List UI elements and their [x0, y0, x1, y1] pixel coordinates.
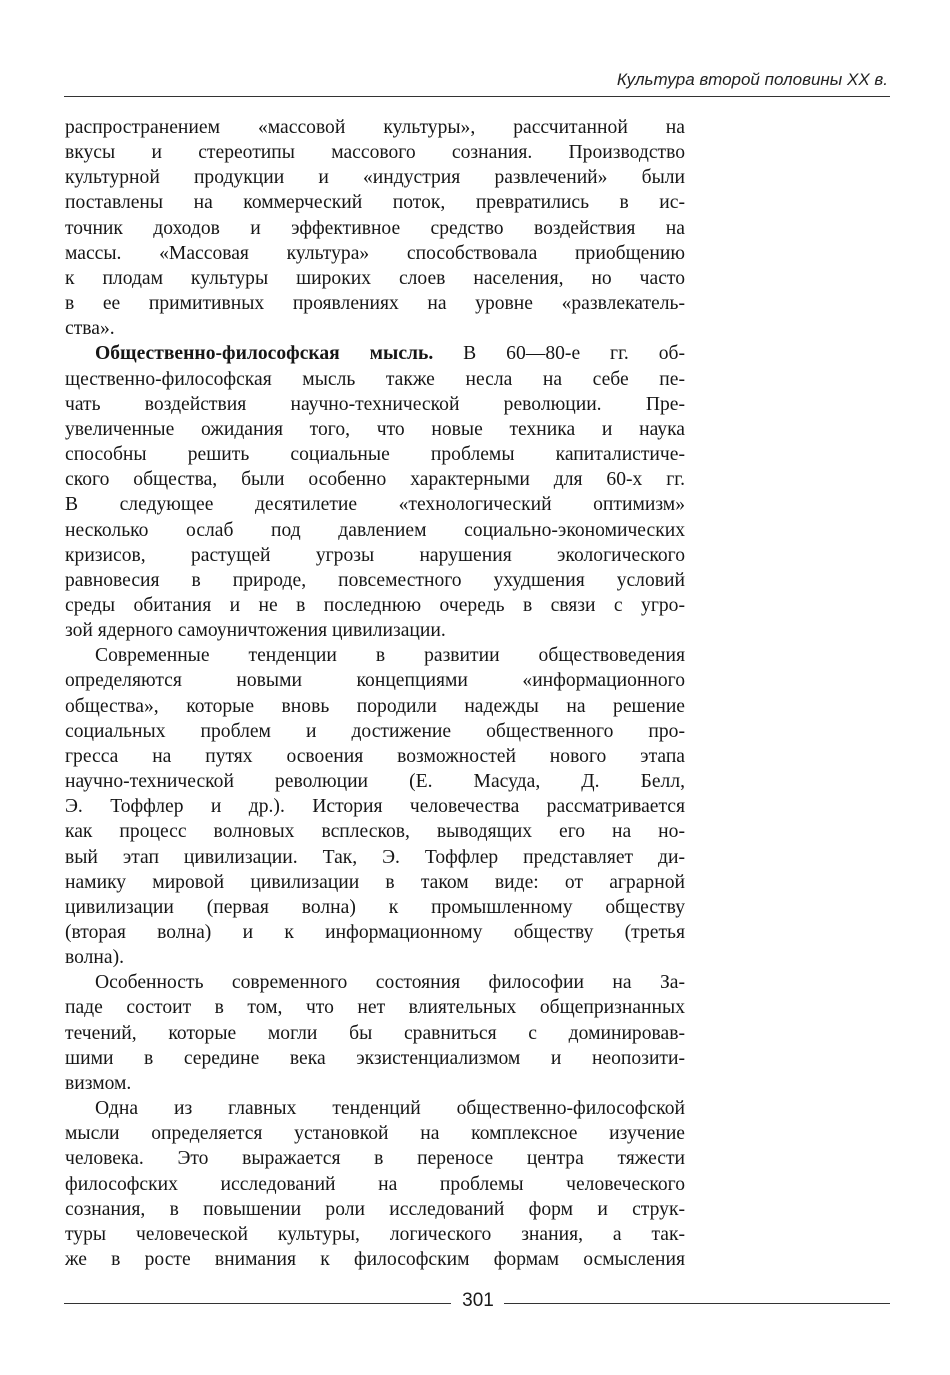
text-line: в ее примитивных проявлениях на уровне «развлекатель- [65, 293, 685, 315]
text-line: В следующее десятилетие «технологический оптимизм» [65, 494, 685, 516]
text-line: зой ядерного самоуничтожения цивилизации. [65, 620, 446, 642]
text-line: общества», которые вновь породили надежды на решение [65, 695, 685, 717]
text-line: цивилизации (первая волна) к промышленному обществу [65, 896, 685, 918]
text-line: же в росте внимания к философским формам осмысления [65, 1249, 685, 1271]
text-line: несколько ослаб под давлением социально-экономических [65, 519, 685, 541]
text-fragment: Одна из главных тенденций общественно-философской [95, 1098, 685, 1120]
text-line: сознания, в повышении роли исследований форм и струк- [65, 1198, 685, 1220]
text-line: философских исследований на проблемы человеческого [65, 1173, 685, 1195]
text-line: (вторая волна) и к информационному обществу (третья [65, 922, 685, 943]
text-line: вый этап цивилизации. Так, Э. Тоффлер представляет ди- [65, 846, 685, 868]
text-line: способны решить социальные проблемы капиталистиче- [65, 444, 685, 466]
text-line: к плодам культуры широких слоев населения, но часто [65, 267, 685, 289]
text-line: Э. Тоффлер и др.). История человечества рассматривается [65, 796, 685, 818]
text-line: чать воздействия научно-технической революции. Пре- [65, 393, 685, 415]
paragraph-information-society [65, 643, 685, 970]
text-line: мысли определяется установкой на комплексное изучение [65, 1123, 685, 1145]
text-line: точник доходов и эффективное средство воздействия на [65, 217, 685, 239]
text-line: намику мировой цивилизации в таком виде: от аграрной [65, 871, 685, 893]
text-line: паде состоит в том, что нет влиятельных общепризнанных [65, 997, 685, 1019]
text-line: человека. Это выражается в переносе центра тяжести [65, 1148, 685, 1170]
text-line: равновесия в природе, повсеместного ухудшения условий [65, 569, 685, 591]
footer-rule-right [504, 1303, 890, 1304]
text-fragment: Особенность современного состояния философии на За- [95, 972, 685, 994]
text-line-indented [65, 1096, 685, 1121]
text-line: туры человеческой культуры, логического знания, а так- [65, 1223, 685, 1245]
footer-rule-left [64, 1303, 451, 1304]
running-head-title: Культура второй половины XX в. [616, 70, 888, 89]
text-line: течений, которые могли бы сравниться с доминировав- [65, 1022, 685, 1044]
paragraph-study-of-man [65, 1096, 685, 1272]
text-line: ского общества, были особенно характерными для 60-х гг. [65, 469, 685, 491]
section-run-in-heading: Общественно-философская мысль. [95, 343, 434, 365]
text-line: щественно-философская мысль также несла на себе пе- [65, 368, 685, 390]
text-line: поставлены на коммерческий поток, превратились в ис- [65, 192, 685, 214]
paragraph-western-philosophy [65, 970, 685, 1096]
text-line: массы. «Массовая культура» способствовала приобщению [65, 242, 685, 264]
text-line: волна). [65, 947, 125, 969]
page-number: 301 [462, 1290, 494, 1311]
text-line: определяются новыми концепциями «информационного [65, 670, 685, 692]
text-line: увеличенные ожидания того, что новые техника и наука [65, 418, 685, 440]
body-text [65, 115, 685, 1272]
text-line: шими в середине века экзистенциализмом и неопозити- [65, 1047, 685, 1069]
text-line: визмом. [65, 1072, 132, 1094]
text-line: среды обитания и не в последнюю очередь в связи с угро- [65, 594, 685, 616]
page-footer [64, 1290, 890, 1318]
text-line: распространением «массовой культуры», рассчитанной на [65, 117, 685, 138]
text-fragment: Современные тенденции в развитии обществоведения [95, 645, 685, 667]
text-line: социальных проблем и достижение общественного про- [65, 720, 685, 742]
text-line-indented [65, 643, 685, 668]
text-line: культурной продукции и «индустрия развлечений» были [65, 167, 685, 189]
running-head [64, 62, 890, 97]
text-line: как процесс волновых всплесков, выводящих его на но- [65, 821, 685, 843]
text-line-with-heading [65, 341, 685, 366]
paragraph-mass-culture [65, 115, 685, 341]
text-line: вкусы и стереотипы массового сознания. Производство [65, 142, 685, 164]
text-line-indented [65, 970, 685, 995]
text-fragment: В 60—80-е гг. об- [433, 343, 685, 365]
text-line: кризисов, растущей угрозы нарушения экологического [65, 544, 685, 566]
text-line: гресса на путях освоения возможностей нового этапа [65, 745, 685, 767]
paragraph-social-philosophy [65, 341, 685, 643]
text-line: ства». [65, 318, 115, 340]
text-line: научно-технической революции (Е. Масуда, Д. Белл, [65, 771, 685, 793]
